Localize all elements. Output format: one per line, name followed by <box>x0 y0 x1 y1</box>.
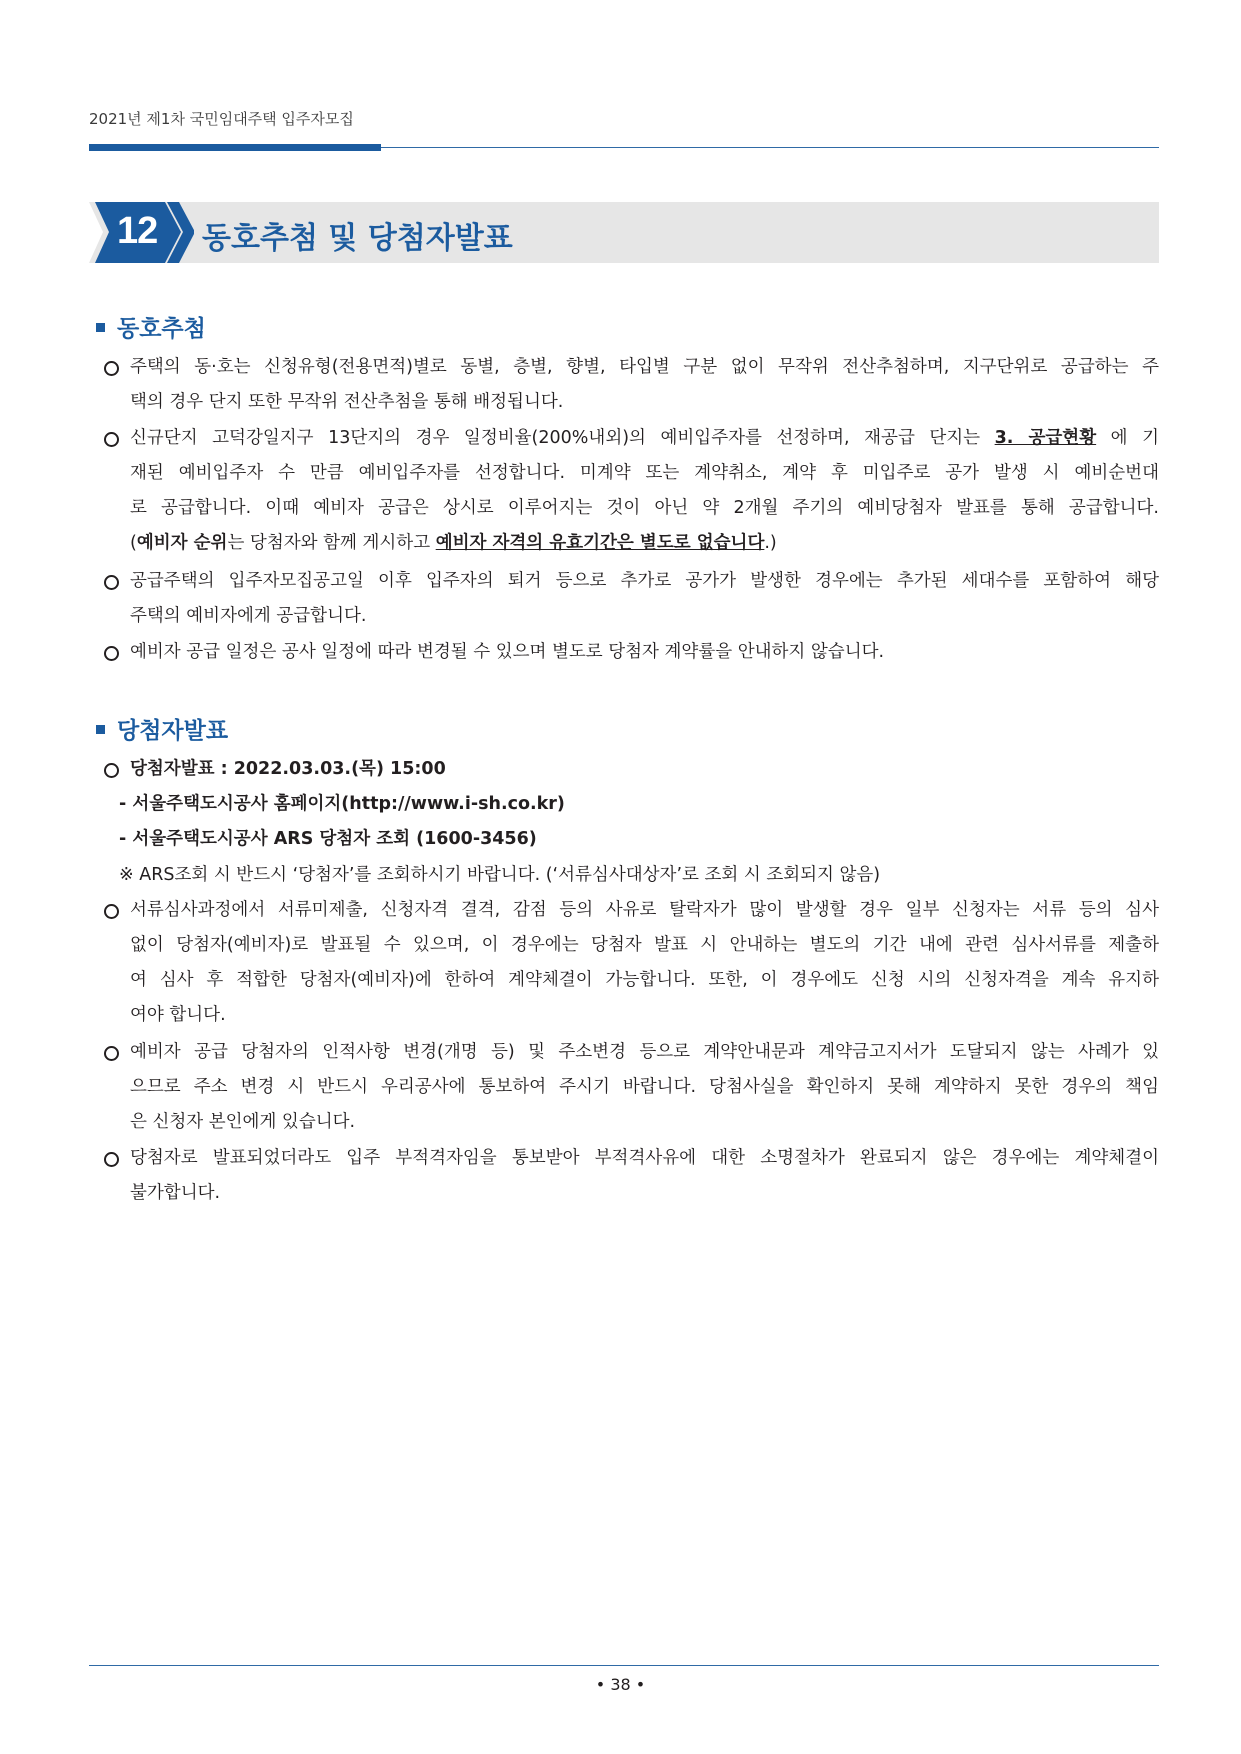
list-item-line: 재된 예비입주자 수 만큼 예비입주자를 선정합니다. 미계약 또는 계약취소, 계약 후 미입주로 공가 발생 시 예비순번대 <box>130 463 1159 483</box>
list-item <box>104 1141 1159 1211</box>
list-item <box>104 635 1159 670</box>
footer-rule <box>89 1665 1159 1666</box>
list-item-line: 주택의 동·호는 신청유형(전용면적)별로 동별, 층별, 향별, 타입별 구분 없이 무작위 전산추첨하며, 지구단위로 공급하는 주 <box>130 357 1159 377</box>
text-run: 신규단지 고덕강일지구 13단지의 경우 일정비율(200%내외)의 예비입주자를 선정하며, 재공급 단지는 <box>130 428 981 448</box>
circle-bullet-icon <box>104 1152 119 1167</box>
circle-bullet-icon <box>104 904 119 919</box>
list-item-line: 예비자 공급 당첨자의 인적사항 변경(개명 등) 및 주소변경 등으로 계약안내문과 계약금고지서가 도달되지 않는 사례가 있 <box>130 1042 1159 1062</box>
channel-ars: - 서울주택도시공사 ARS 당첨자 조회 (1600-3456) <box>119 829 537 849</box>
square-bullet-icon <box>96 725 105 734</box>
list-item <box>104 564 1159 634</box>
text-run: 에 기 <box>1110 428 1159 448</box>
text-run: 는 당첨자와 함께 게시하고 <box>227 533 431 553</box>
subheading-draw-label: 동호추첨 <box>117 316 206 342</box>
text-run: ( <box>130 533 137 553</box>
ars-note: ※ ARS조회 시 반드시 ‘당첨자’를 조회하시기 바랍니다. (‘서류심사대상자’로 조회 시 조회되지 않음) <box>119 865 881 885</box>
section-banner <box>89 202 1159 263</box>
list-item-line: 주택의 예비자에게 공급합니다. <box>130 606 367 626</box>
square-bullet-icon <box>96 323 105 332</box>
list-item <box>104 421 1159 561</box>
list-item-line: 없이 당첨자(예비자)로 발표될 수 있으며, 이 경우에는 당첨자 발표 시 안내하는 별도의 기간 내에 관련 심사서류를 제출하 <box>130 935 1159 955</box>
list-item <box>104 350 1159 420</box>
subheading-draw <box>96 310 206 343</box>
circle-bullet-icon <box>104 432 119 447</box>
emphasis-underlined-text: 예비자 자격의 유효기간은 별도로 없습니다 <box>435 533 765 553</box>
list-item-line <box>130 421 1159 456</box>
list-item-line: 당첨자로 발표되었더라도 입주 부적격자임을 통보받아 부적격사유에 대한 소명절차가 완료되지 않은 경우에는 계약체결이 <box>130 1148 1159 1168</box>
list-item <box>104 893 1159 1033</box>
circle-bullet-icon <box>104 646 119 661</box>
list-item-line: 서류심사과정에서 서류미제출, 신청자격 결격, 감점 등의 사유로 탈락자가 많이 발생할 경우 일부 신청자는 서류 등의 심사 <box>130 900 1159 920</box>
list-item-line: 공급주택의 입주자모집공고일 이후 입주자의 퇴거 등으로 추가로 공가가 발생한 경우에는 추가된 세대수를 포함하여 해당 <box>130 571 1159 591</box>
supply-status-ref: 3. 공급현황 <box>994 428 1097 448</box>
list-item-line: 여 심사 후 적합한 당첨자(예비자)에 한하여 계약체결이 가능합니다. 또한, 이 경우에도 신청 시의 신청자격을 계속 유지하 <box>130 970 1159 990</box>
announcement-date-item <box>104 752 1159 787</box>
circle-bullet-icon <box>104 361 119 376</box>
circle-bullet-icon <box>104 575 119 590</box>
list-item-line: 예비자 공급 일정은 공사 일정에 따라 변경될 수 있으며 별도로 당첨자 계약률을 안내하지 않습니다. <box>130 642 885 662</box>
channel-website: - 서울주택도시공사 홈페이지(http://www.i-sh.co.kr) <box>119 794 565 814</box>
list-item <box>104 1035 1159 1140</box>
list-item-line: 여야 합니다. <box>130 1005 226 1025</box>
text-run: .) <box>764 533 777 553</box>
running-header-title: 2021년 제1차 국민임대주택 입주자모집 <box>89 110 354 128</box>
emphasis-text: 예비자 순위 <box>136 533 228 553</box>
circle-bullet-icon <box>104 763 119 778</box>
list-item-line: 택의 경우 단지 또한 무작위 전산추첨을 통해 배정됩니다. <box>130 392 564 412</box>
list-item-line: 은 신청자 본인에게 있습니다. <box>130 1112 356 1132</box>
page-number: • 38 • <box>595 1675 646 1694</box>
announcement-date: 당첨자발표 : 2022.03.03.(목) 15:00 <box>130 759 446 779</box>
header-accent-bar <box>89 144 381 151</box>
subheading-announce <box>96 712 228 745</box>
circle-bullet-icon <box>104 1046 119 1061</box>
list-item-line <box>130 526 1159 561</box>
list-item-line: 으므로 주소 변경 시 반드시 우리공사에 통보하여 주시기 바랍니다. 당첨사실을 확인하지 못해 계약하지 못한 경우의 책임 <box>130 1077 1159 1097</box>
list-item-line: 로 공급합니다. 이때 예비자 공급은 상시로 이루어지는 것이 아닌 약 2개월 주기의 예비당첨자 발표를 통해 공급합니다. <box>130 498 1159 518</box>
section-title: 동호추첨 및 당첨자발표 <box>202 221 513 256</box>
list-item-line: 불가합니다. <box>130 1183 221 1203</box>
section-number: 12 <box>117 210 158 252</box>
subheading-announce-label: 당첨자발표 <box>117 718 229 744</box>
